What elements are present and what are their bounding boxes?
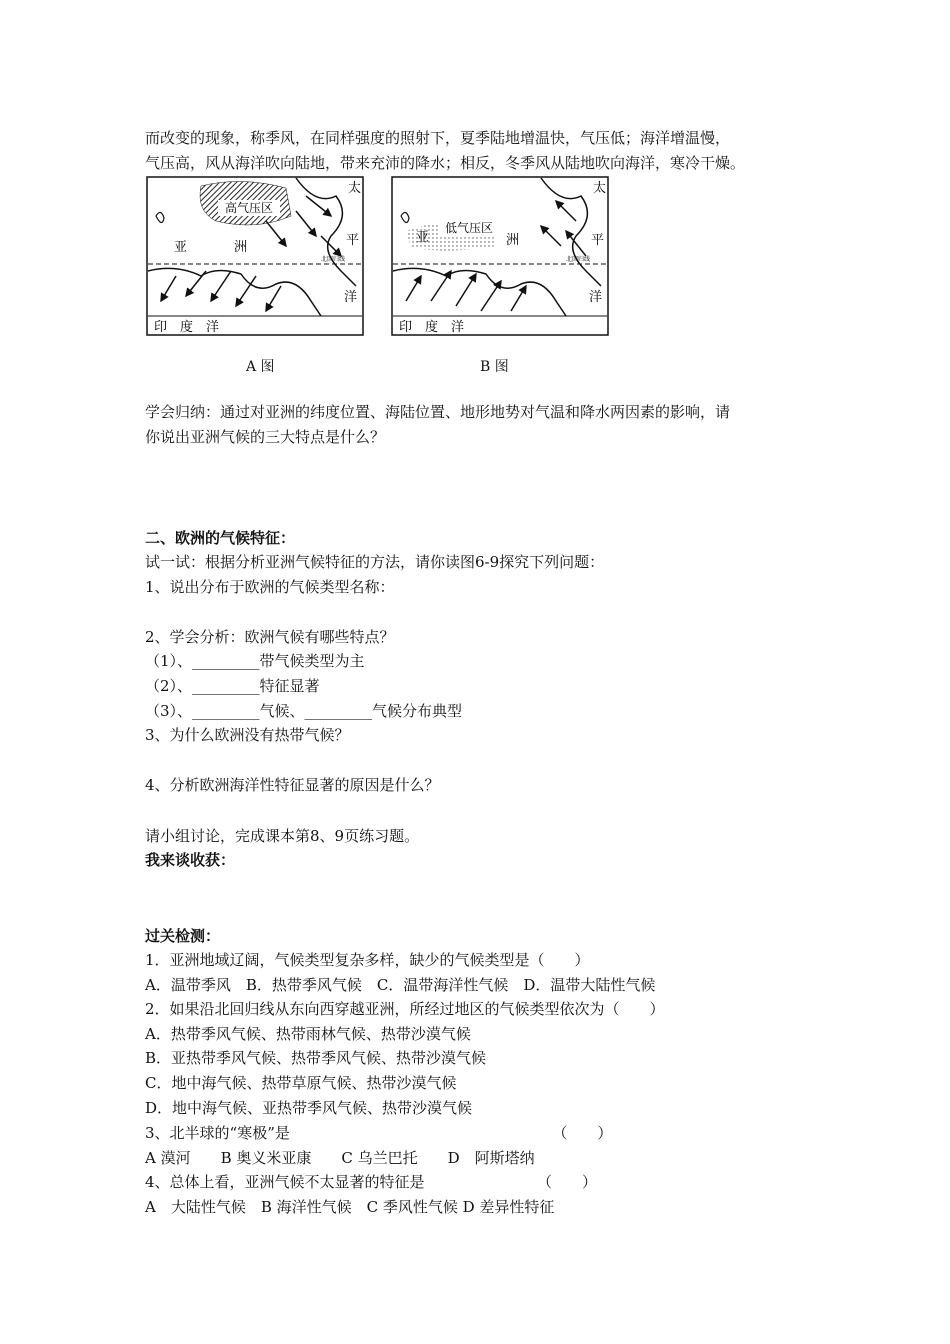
europe-q2-1: （1）、_________带气候类型为主 [145, 652, 365, 670]
europe-harvest: 我来谈收获： [145, 851, 236, 869]
intro-line-2: 气压高，风从海洋吹向陆地，带来充沛的降水；相反，冬季风从陆地吹向海洋，寒冷干燥。 [145, 154, 746, 172]
europe-try: 试一试：根据分析亚洲气候特征的方法，请你读图6-9探究下列问题： [145, 553, 605, 571]
test-item: A 大陆性气候 B 海洋性气候 C 季风性气候 D 差异性特征 [145, 1198, 555, 1216]
map-b-tropic-label: 北回归线 [566, 256, 591, 263]
map-b-pressure-label: 低气压区 [444, 221, 494, 235]
europe-q2: 2、学会分析：欧洲气候有哪些特点？ [145, 628, 395, 646]
map-a-pressure-label: 高气压区 [224, 201, 274, 215]
map-b-ocean-bottom: 洋 [589, 290, 603, 305]
test-item: D．地中海气候、亚热带季风气候、热带沙漠气候 [145, 1099, 473, 1117]
intro-line-1: 而改变的现象，称季风，在同样强度的照射下，夏季陆地增温快，气压低；海洋增温慢， [145, 129, 731, 147]
test-item: 2．如果沿北回归线从东向西穿越亚洲，所经过地区的气候类型依次为（ ） [145, 1000, 665, 1018]
test-item: 3、北半球的“寒极”是 （ ） [145, 1124, 613, 1142]
map-b-caption: B 图 [480, 359, 509, 375]
test-item: A．热带季风气候、热带雨林气候、热带沙漠气候 [145, 1025, 471, 1043]
test-item: 1．亚洲地域辽阔，气候类型复杂多样，缺少的气候类型是（ ） [145, 951, 590, 969]
map-b-indian-ocean: 印 度 洋 [399, 320, 465, 335]
map-b [391, 176, 609, 336]
map-a-caption: A 图 [246, 359, 275, 375]
map-b-asia-1: 亚 [416, 230, 430, 245]
europe-q3: 3、为什么欧洲没有热带气候？ [145, 726, 350, 744]
map-b-ocean-mid: 平 [591, 233, 605, 248]
europe-q2-2: （2）、_________特征显著 [145, 677, 320, 695]
test-item: C．地中海气候、热带草原气候、热带沙漠气候 [145, 1074, 457, 1092]
map-a-asia-2: 洲 [234, 240, 248, 255]
map-b-asia-2: 洲 [506, 233, 520, 248]
map-a-tropic-label: 北回归线 [321, 256, 346, 263]
europe-q2-3: （3）、_________气候、_________气候分布典型 [145, 702, 463, 720]
summary-line-2: 你说出亚洲气候的三大特点是什么？ [145, 428, 386, 446]
map-a-indian-ocean: 印 度 洋 [154, 320, 220, 335]
europe-discuss: 请小组讨论，完成课本第8、9页练习题。 [145, 827, 420, 845]
test-item: A．温带季风 B．热带季风气候 C．温带海洋性气候 D．温带大陆性气候 [145, 976, 656, 994]
test-item: A 漠河 B 奥义米亚康 C 乌兰巴托 D 阿斯塔纳 [145, 1149, 535, 1167]
test-heading: 过关检测： [145, 927, 221, 945]
test-item: B．亚热带季风气候、热带季风气候、热带沙漠气候 [145, 1049, 487, 1067]
summary-line-1: 学会归纳：通过对亚洲的纬度位置、海陆位置、地形地势对气温和降水两因素的影响，请 [145, 403, 731, 421]
map-a-ocean-bottom: 洋 [344, 290, 358, 305]
map-a-asia-1: 亚 [174, 240, 188, 255]
map-a [146, 176, 364, 336]
europe-q4: 4、分析欧洲海洋性特征显著的原因是什么？ [145, 776, 440, 794]
europe-q1: 1、说出分布于欧洲的气候类型名称： [145, 578, 395, 596]
map-a-ocean-top: 太 [348, 181, 362, 196]
map-b-ocean-top: 太 [593, 181, 607, 196]
europe-heading: 二、欧洲的气候特征： [145, 529, 296, 547]
test-item: 4、总体上看，亚洲气候不太显著的特征是 （ ） [145, 1173, 598, 1191]
map-a-ocean-mid: 平 [346, 233, 360, 248]
